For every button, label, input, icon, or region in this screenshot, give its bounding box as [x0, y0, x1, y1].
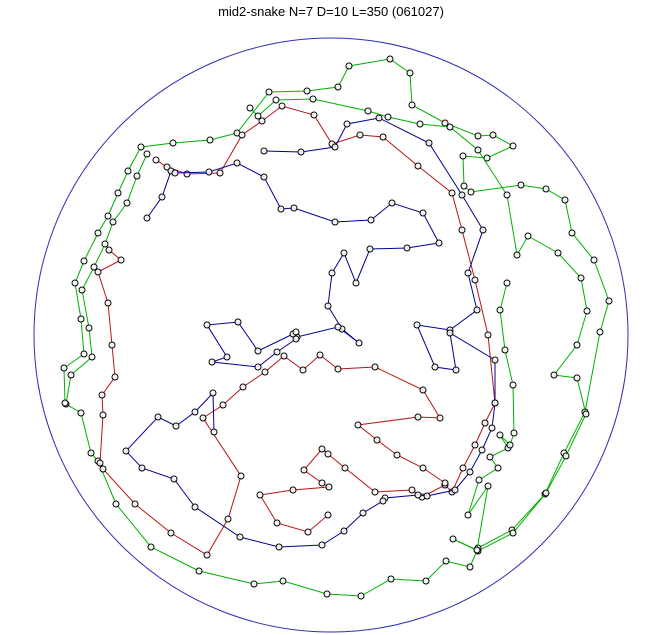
vertex-marker — [409, 487, 415, 493]
vertex-marker — [86, 325, 92, 331]
vertex-marker — [385, 114, 391, 120]
vertex-marker — [329, 270, 335, 276]
vertex-marker — [106, 247, 112, 253]
vertex-marker — [472, 277, 478, 283]
vertex-marker — [206, 169, 212, 175]
vertex-marker — [365, 108, 371, 114]
vertex-marker — [132, 501, 138, 507]
vertex-marker — [584, 308, 590, 314]
vertex-marker — [437, 415, 443, 421]
vertex-marker — [417, 121, 423, 127]
vertex-marker — [234, 160, 240, 166]
vertex-marker — [220, 402, 226, 408]
vertex-marker — [487, 454, 493, 460]
vertex-marker — [324, 591, 330, 597]
vertex-marker — [420, 465, 426, 471]
vertex-marker — [461, 183, 467, 189]
vertex-marker — [78, 316, 84, 322]
vertex-marker — [447, 330, 453, 336]
vertex-marker — [100, 412, 106, 418]
vertex-marker — [447, 124, 453, 130]
vertex-marker — [192, 504, 198, 510]
vertex-marker — [482, 420, 488, 426]
vertex-marker — [280, 578, 286, 584]
vertex-marker — [172, 170, 178, 176]
vertex-marker — [394, 452, 400, 458]
vertex-marker — [88, 450, 94, 456]
vertex-marker — [341, 528, 347, 534]
vertex-marker — [62, 400, 68, 406]
vertex-marker — [367, 246, 373, 252]
vertex-marker — [276, 544, 282, 550]
vertex-marker — [510, 143, 516, 149]
vertex-marker — [449, 190, 455, 196]
vertex-marker — [274, 520, 280, 526]
vertex-marker — [209, 359, 215, 365]
vertex-marker — [235, 319, 241, 325]
vertex-marker — [341, 250, 347, 256]
vertex-marker — [510, 382, 516, 388]
vertex-marker — [100, 466, 106, 472]
vertex-marker — [278, 206, 284, 212]
vertex-marker — [113, 501, 119, 507]
vertex-marker — [273, 97, 279, 103]
vertex-marker — [105, 300, 111, 306]
vertex-marker — [504, 280, 510, 286]
vertex-marker — [342, 465, 348, 471]
vertex-marker — [452, 487, 458, 493]
vertex-marker — [420, 387, 426, 393]
vertex-marker — [290, 487, 296, 493]
vertex-marker — [109, 342, 115, 348]
vertex-marker — [574, 342, 580, 348]
vertex-marker — [335, 84, 341, 90]
vertex-marker — [97, 460, 103, 466]
vertex-marker — [155, 414, 161, 420]
vertex-marker — [606, 298, 612, 304]
vertex-marker — [443, 558, 449, 564]
vertex-marker — [224, 354, 230, 360]
vertex-marker — [78, 410, 84, 416]
vertex-marker — [511, 430, 517, 436]
vertex-marker — [118, 257, 124, 263]
vertex-marker — [138, 144, 144, 150]
vertex-marker — [514, 252, 520, 258]
vertex-marker — [415, 492, 421, 498]
vertex-marker — [171, 476, 177, 482]
vertex-marker — [372, 489, 378, 495]
vertex-marker — [170, 140, 176, 146]
vertex-marker — [298, 149, 304, 155]
series-red-snake-lower — [95, 247, 448, 558]
vertex-marker — [502, 347, 508, 353]
vertex-marker — [415, 414, 421, 420]
vertex-marker — [95, 230, 101, 236]
vertex-marker — [255, 364, 261, 370]
vertex-marker — [81, 258, 87, 264]
vertex-marker — [237, 534, 243, 540]
vertex-marker — [304, 88, 310, 94]
vertex-marker — [474, 307, 480, 313]
vertex-marker — [459, 192, 465, 198]
vertex-marker — [380, 134, 386, 140]
vertex-marker — [281, 353, 287, 359]
vertex-marker — [124, 200, 130, 206]
vertex-marker — [583, 411, 589, 417]
vertex-marker — [420, 210, 426, 216]
series-red-snake-upper — [153, 103, 498, 535]
vertex-marker — [196, 568, 202, 574]
plot-title: mid2-snake N=7 D=10 L=350 (061027) — [218, 4, 444, 19]
vertex-marker — [211, 429, 217, 435]
vertex-marker — [432, 364, 438, 370]
vertex-marker — [210, 390, 216, 396]
vertex-marker — [257, 492, 263, 498]
vertex-marker — [240, 384, 246, 390]
vertex-marker — [358, 593, 364, 599]
vertex-marker — [387, 56, 393, 62]
vertex-marker — [335, 324, 341, 330]
vertex-marker — [332, 219, 338, 225]
vertex-marker — [467, 469, 473, 475]
vertex-marker — [261, 148, 267, 154]
vertex-marker — [173, 423, 179, 429]
vertex-marker — [310, 96, 316, 102]
vertex-marker — [551, 372, 557, 378]
vertex-marker — [355, 422, 361, 428]
vertex-marker — [293, 336, 299, 342]
vertex-marker — [134, 173, 140, 179]
vertex-marker — [380, 498, 386, 504]
vertex-marker — [192, 409, 198, 415]
vertex-marker — [115, 190, 121, 196]
vertex-marker — [467, 564, 473, 570]
vertex-marker — [480, 227, 486, 233]
vertex-marker — [139, 465, 145, 471]
vertex-marker — [376, 115, 382, 121]
vertex-marker — [125, 168, 131, 174]
vertex-marker — [317, 352, 323, 358]
vertex-marker — [356, 340, 362, 346]
vertex-marker — [311, 112, 317, 118]
vertex-marker — [247, 105, 253, 111]
vertex-marker — [578, 275, 584, 281]
vertex-marker — [472, 442, 478, 448]
vertex-marker — [99, 392, 105, 398]
vertex-marker — [325, 512, 331, 518]
vertex-marker — [492, 400, 498, 406]
vertex-marker — [591, 257, 597, 263]
vertex-marker — [414, 322, 420, 328]
vertex-marker — [335, 366, 341, 372]
vertex-marker — [424, 493, 430, 499]
vertex-marker — [495, 465, 501, 471]
vertex-marker — [479, 447, 485, 453]
vertex-marker — [353, 280, 359, 286]
vertex-marker — [144, 151, 150, 157]
vertex-marker — [468, 189, 474, 195]
vertex-marker — [597, 329, 603, 335]
vertex-marker — [61, 365, 67, 371]
vertex-marker — [81, 351, 87, 357]
vertex-marker — [492, 357, 498, 363]
vertex-marker — [485, 332, 491, 338]
vertex-marker — [459, 227, 465, 233]
vertex-marker — [360, 510, 366, 516]
vertex-marker — [325, 303, 331, 309]
vertex-marker — [274, 349, 280, 355]
vertex-marker — [72, 280, 78, 286]
vertex-marker — [89, 354, 95, 360]
vertex-marker — [475, 147, 481, 153]
vertex-marker — [325, 451, 331, 457]
vertex-marker — [326, 484, 332, 490]
vertex-marker — [357, 132, 363, 138]
vertex-marker — [465, 512, 471, 518]
vertex-marker — [485, 483, 491, 489]
vertex-marker — [555, 250, 561, 256]
vertex-marker — [184, 171, 190, 177]
vertex-marker — [504, 192, 510, 198]
vertex-marker — [475, 133, 481, 139]
vertex-marker — [301, 467, 307, 473]
vertex-marker — [460, 465, 466, 471]
vertex-marker — [332, 144, 338, 150]
vertex-marker — [305, 529, 311, 535]
vertex-marker — [168, 530, 174, 536]
vertex-marker — [319, 446, 325, 452]
vertex-marker — [388, 576, 394, 582]
vertex-marker — [102, 241, 108, 247]
vertex-marker — [436, 240, 442, 246]
vertex-marker — [543, 490, 549, 496]
vertex-marker — [453, 367, 459, 373]
vertex-marker — [423, 578, 429, 584]
vertex-marker — [319, 480, 325, 486]
vertex-marker — [415, 163, 421, 169]
vertex-marker — [474, 547, 480, 553]
vertex-marker — [409, 102, 415, 108]
vertex-marker — [148, 544, 154, 550]
vertex-marker — [344, 121, 350, 127]
vertex-marker — [563, 453, 569, 459]
vertex-marker — [374, 437, 380, 443]
vertex-marker — [543, 186, 549, 192]
vertex-marker — [489, 425, 495, 431]
vertex-marker — [442, 480, 448, 486]
vertex-marker — [255, 348, 261, 354]
vertex-marker — [450, 536, 456, 542]
vertex-marker — [510, 530, 516, 536]
vertex-marker — [123, 448, 129, 454]
vertex-marker — [261, 174, 267, 180]
vertex-marker — [259, 118, 265, 124]
vertex-marker — [476, 477, 482, 483]
vertex-marker — [79, 287, 85, 293]
vertex-marker — [279, 103, 285, 109]
vertex-marker — [105, 213, 111, 219]
vertex-marker — [153, 157, 159, 163]
vertex-marker — [490, 132, 496, 138]
vertex-marker — [407, 70, 413, 76]
vertex-marker — [465, 270, 471, 276]
vertex-marker — [497, 432, 503, 438]
vertex-marker — [368, 217, 374, 223]
vertex-marker — [112, 374, 118, 380]
vertex-marker — [291, 205, 297, 211]
vertex-marker — [217, 170, 223, 176]
vertex-marker — [497, 307, 503, 313]
vertex-marker — [266, 89, 272, 95]
vertex-marker — [238, 473, 244, 479]
vertex-marker — [346, 63, 352, 69]
vertex-marker — [293, 329, 299, 335]
vertex-marker — [207, 137, 213, 143]
vertex-marker — [460, 153, 466, 159]
vertex-marker — [251, 581, 257, 587]
vertex-marker — [95, 269, 101, 275]
vertex-marker — [569, 230, 575, 236]
vertex-marker — [239, 132, 245, 138]
vertex-marker — [389, 200, 395, 206]
vertex-marker — [404, 245, 410, 251]
vertex-marker — [525, 233, 531, 239]
vertex-marker — [372, 364, 378, 370]
vertex-marker — [426, 140, 432, 146]
series-line-red-snake-lower — [98, 250, 445, 555]
vertex-marker — [262, 369, 268, 375]
vertex-marker — [204, 322, 210, 328]
series-blue-snake-inner — [144, 160, 442, 370]
vertex-marker — [518, 182, 524, 188]
vertex-marker — [159, 194, 165, 200]
vertex-marker — [300, 367, 306, 373]
vertex-marker — [144, 215, 150, 221]
series-line-blue-snake-outer — [126, 118, 495, 547]
boundary-circle — [34, 38, 628, 632]
vertex-marker — [204, 552, 210, 558]
vertex-marker — [319, 542, 325, 548]
vertex-marker — [68, 372, 74, 378]
vertex-marker — [200, 415, 206, 421]
vertex-marker — [507, 442, 513, 448]
vertex-marker — [562, 197, 568, 203]
vertex-marker — [574, 375, 580, 381]
vertex-marker — [110, 219, 116, 225]
vertex-marker — [225, 516, 231, 522]
